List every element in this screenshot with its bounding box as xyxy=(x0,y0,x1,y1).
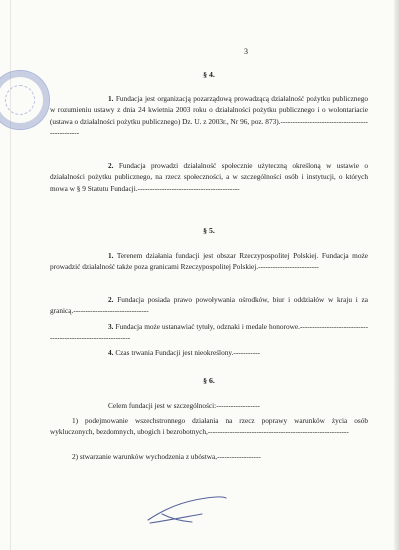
handwritten-signature xyxy=(140,490,230,530)
paragraph-text: Terenem działania fundacji jest obszar Rzeczypospolitej Polskiej. Fundacja może prowadzić działalność także poza granicami Rzeczypospolitej Polskiej.------------------------- xyxy=(50,251,368,272)
paragraph-text: 1) podejmowanie wszechstronnego działania na rzecz poprawy warunków życia osób wykluczonych, bezdomnych, ubogich i bezrobotnych,---------------------------------------------------------- xyxy=(50,416,368,437)
paragraph-text: Fundacja może ustanawiać tytuły, odznaki i medale honorowe.------------------------------------------------------------- xyxy=(50,322,368,343)
page-edge-shadow xyxy=(394,0,400,550)
paragraph-text: Celem fundacji jest w szczególności:------------------ xyxy=(108,401,260,410)
paragraph-number: 4. xyxy=(108,348,114,357)
paragraph-text: 2) stwarzanie warunków wychodzenia z ubóstwa,------------------ xyxy=(72,452,261,461)
paragraph-number: 2. xyxy=(108,161,114,170)
paragraph-text: Fundacja posiada prawo powoływania ośrodków, biur i oddziałów w kraju i za granicą.------------------------------- xyxy=(50,295,369,316)
paragraph-number: 1. xyxy=(108,94,114,103)
paragraph xyxy=(50,347,368,358)
paragraph xyxy=(50,415,368,438)
paragraph-number: 2. xyxy=(108,295,114,304)
stamp-inner-ring xyxy=(5,85,35,115)
paragraph-number: 3. xyxy=(108,322,114,331)
paragraph-text: Fundacja prowadzi działalność społecznie użyteczną określoną w ustawie o działalności pożytku publicznego, na rzecz społeczności, a w szczególności osób i instytucji, o których mowa w § 9 Statutu Fundacji.------------------------------------------ xyxy=(50,161,368,193)
paragraph-text: Czas trwania Fundacji jest nieokreślony.----------- xyxy=(115,348,261,357)
paragraph xyxy=(50,294,368,317)
paragraph xyxy=(50,160,368,194)
paragraph xyxy=(50,321,368,344)
paragraph xyxy=(50,451,368,462)
paragraph-number: 1. xyxy=(108,251,114,260)
paragraph xyxy=(50,250,368,273)
paragraph-text: Fundacja jest organizacją pozarządową prowadzącą działalność pożytku publicznego w rozumieniu ustawy z dnia 24 kwietnia 2003 roku o działalności pożytku publicznego i o wolontariacie (ustawa o działalności pożytku publicznego) Dz. U. z 2003r., Nr 96, poz. 873).------------------------------------------------ xyxy=(50,94,368,137)
paragraph xyxy=(50,400,368,411)
section-heading: § 6. xyxy=(203,376,215,385)
page-number: 3 xyxy=(244,47,248,56)
section-heading: § 4. xyxy=(203,70,215,79)
section-heading: § 5. xyxy=(203,226,215,235)
official-stamp xyxy=(0,70,50,130)
paragraph xyxy=(50,93,368,138)
